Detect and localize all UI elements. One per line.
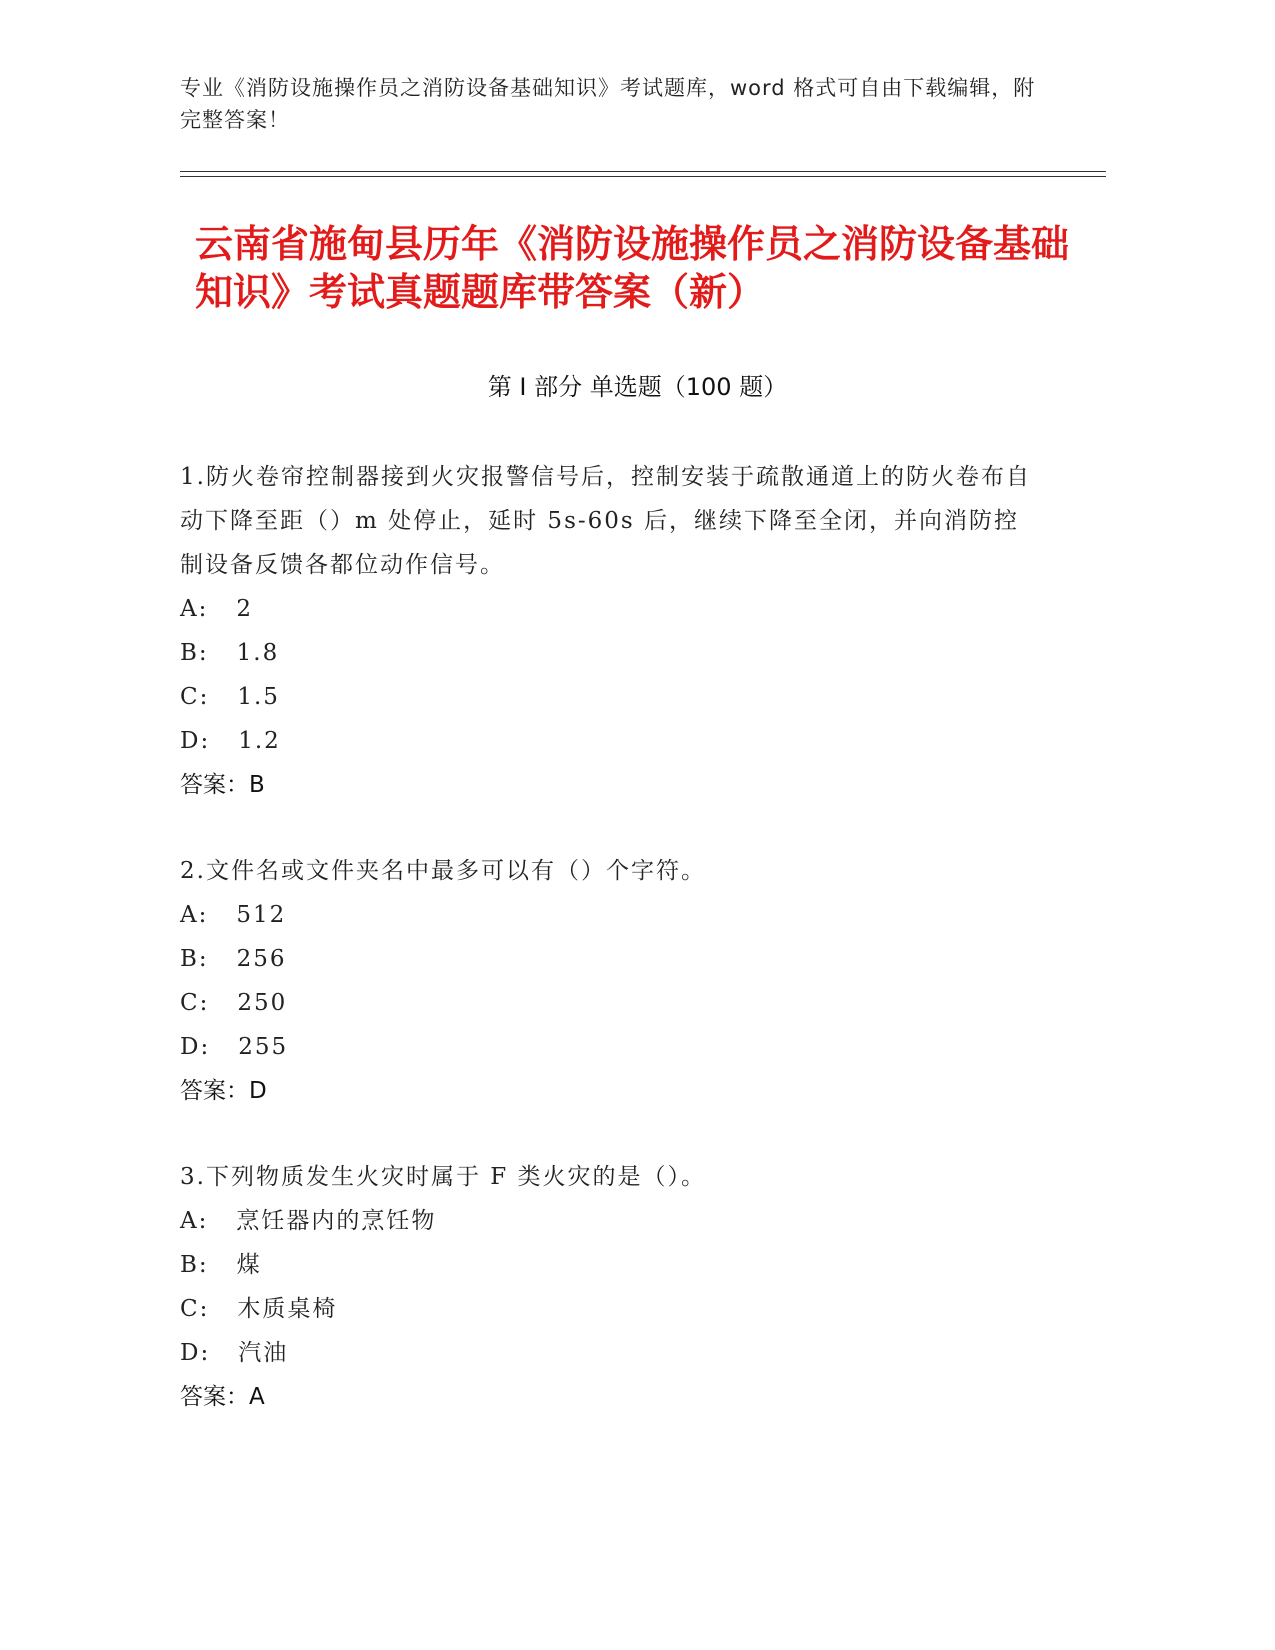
answer-prefix: 答案： xyxy=(180,772,249,798)
answer-value: D xyxy=(249,1078,267,1104)
option-a xyxy=(180,1199,1040,1243)
question-2 xyxy=(180,849,1040,1113)
option-b xyxy=(180,937,1040,981)
header-note: 专业《消防设施操作员之消防设备基础知识》考试题库，word 格式可自由下载编辑，附完整答案！ xyxy=(180,76,1036,132)
option-c xyxy=(180,1287,1040,1331)
option-text: 煤 xyxy=(236,1252,262,1278)
option-letter: D: xyxy=(180,728,211,754)
option-text: 2 xyxy=(236,596,253,622)
option-d xyxy=(180,1331,1040,1375)
answer-line xyxy=(180,1375,1040,1419)
document-title: 云南省施甸县历年《消防设施操作员之消防设备基础知识》考试真题题库带答案（新） xyxy=(195,222,1070,314)
option-letter: B: xyxy=(180,1252,209,1278)
option-d xyxy=(180,1025,1040,1069)
option-text: 512 xyxy=(236,902,287,928)
option-letter: D: xyxy=(180,1034,211,1060)
option-text: 汽油 xyxy=(238,1340,289,1366)
option-c xyxy=(180,675,1040,719)
option-c xyxy=(180,981,1040,1025)
option-text: 烹饪器内的烹饪物 xyxy=(236,1208,437,1234)
option-text: 1.8 xyxy=(236,640,280,666)
answer-prefix: 答案： xyxy=(180,1078,249,1104)
option-letter: C: xyxy=(180,990,210,1016)
answer-prefix: 答案： xyxy=(180,1384,249,1410)
option-letter: C: xyxy=(180,684,210,710)
option-letter: C: xyxy=(180,1296,210,1322)
option-text: 1.2 xyxy=(238,728,281,754)
option-d xyxy=(180,719,1040,763)
question-stem: 1.防火卷帘控制器接到火灾报警信号后，控制安装于疏散通道上的防火卷布自动下降至距（）m 处停止，延时 5s-60s 后，继续下降至全闭，并向消防控制设备反馈各都位动作信号。 xyxy=(180,464,1031,578)
question-stem: 3.下列物质发生火灾时属于 F 类火灾的是（）。 xyxy=(180,1164,707,1190)
answer-value: A xyxy=(249,1384,265,1410)
answer-line xyxy=(180,1069,1040,1113)
option-letter: A: xyxy=(180,596,209,622)
option-letter: B: xyxy=(180,946,209,972)
option-letter: A: xyxy=(180,1208,209,1234)
option-letter: B: xyxy=(180,640,209,666)
question-stem: 2.文件名或文件夹名中最多可以有（）个字符。 xyxy=(180,858,706,884)
option-text: 木质桌椅 xyxy=(237,1296,338,1322)
option-b xyxy=(180,1243,1040,1287)
option-b xyxy=(180,631,1040,675)
question-1 xyxy=(180,455,1040,807)
answer-value: B xyxy=(249,772,265,798)
option-a xyxy=(180,587,1040,631)
option-text: 1.5 xyxy=(237,684,280,710)
option-letter: D: xyxy=(180,1340,211,1366)
option-a xyxy=(180,893,1040,937)
question-3 xyxy=(180,1155,1040,1419)
question-list xyxy=(180,455,1040,1461)
option-text: 256 xyxy=(236,946,287,972)
header-divider-top xyxy=(180,171,1106,172)
section-title: 第 I 部分 单选题（100 题） xyxy=(487,373,788,401)
answer-line xyxy=(180,763,1040,807)
option-text: 250 xyxy=(237,990,288,1016)
option-text: 255 xyxy=(238,1034,289,1060)
option-letter: A: xyxy=(180,902,209,928)
header-divider-bottom xyxy=(180,176,1106,177)
